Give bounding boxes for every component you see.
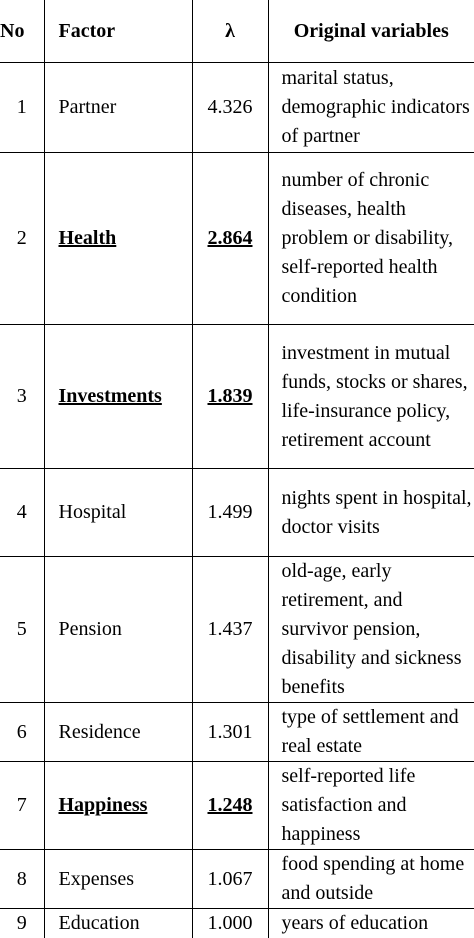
variables-cell [268, 63, 474, 153]
row-number: 4 [0, 469, 44, 557]
variables-cell [268, 762, 474, 850]
variables-cell [268, 325, 474, 469]
factor-name: Residence [44, 703, 192, 762]
factor-lambda: 1.839 [192, 325, 268, 469]
variables-text: old-age, early retirement, and survivor pension, disability and sickness benefits [282, 557, 474, 702]
variables-text: years of education [282, 909, 474, 938]
header-lambda: λ [192, 0, 268, 63]
variables-cell [268, 557, 474, 703]
variables-cell [268, 850, 474, 909]
row-number: 7 [0, 762, 44, 850]
variables-text: type of settlement and real estate [282, 703, 474, 761]
variables-text: self-reported life satisfaction and happiness [282, 762, 474, 849]
factor-lambda: 1.301 [192, 703, 268, 762]
table-row [0, 325, 474, 469]
variables-text: number of chronic diseases, health problem or disability, self-reported health condition [282, 166, 474, 311]
variables-cell [268, 703, 474, 762]
row-number: 5 [0, 557, 44, 703]
table-header-row [0, 0, 474, 63]
table-row [0, 153, 474, 325]
variables-cell [268, 469, 474, 557]
factor-name: Pension [44, 557, 192, 703]
factor-lambda: 1.000 [192, 909, 268, 938]
variables-text: marital status, demographic indicators of partner [282, 64, 474, 151]
table-row [0, 557, 474, 703]
header-original-variables: Original variables [268, 0, 474, 63]
factor-name: Health [44, 153, 192, 325]
factor-lambda: 1.067 [192, 850, 268, 909]
row-number: 2 [0, 153, 44, 325]
row-number: 8 [0, 850, 44, 909]
header-factor: Factor [44, 0, 192, 63]
factor-lambda: 1.437 [192, 557, 268, 703]
factor-name: Happiness [44, 762, 192, 850]
row-number: 6 [0, 703, 44, 762]
table-row [0, 850, 474, 909]
table-row [0, 909, 474, 938]
variables-text: investment in mutual funds, stocks or shares, life-insurance policy, retirement account [282, 339, 474, 455]
factor-lambda: 1.499 [192, 469, 268, 557]
table-row [0, 63, 474, 153]
variables-text: food spending at home and outside [282, 850, 474, 908]
table-row [0, 762, 474, 850]
table-row [0, 703, 474, 762]
factor-name: Investments [44, 325, 192, 469]
header-no: No [0, 0, 44, 63]
factor-name: Hospital [44, 469, 192, 557]
factor-name: Partner [44, 63, 192, 153]
variables-cell [268, 153, 474, 325]
factor-lambda: 1.248 [192, 762, 268, 850]
row-number: 3 [0, 325, 44, 469]
factor-name: Education [44, 909, 192, 938]
row-number: 9 [0, 909, 44, 938]
variables-cell [268, 909, 474, 938]
factor-name: Expenses [44, 850, 192, 909]
factor-lambda: 2.864 [192, 153, 268, 325]
row-number: 1 [0, 63, 44, 153]
factor-lambda: 4.326 [192, 63, 268, 153]
table-row [0, 469, 474, 557]
variables-text: nights spent in hospital, doctor visits [282, 484, 474, 542]
